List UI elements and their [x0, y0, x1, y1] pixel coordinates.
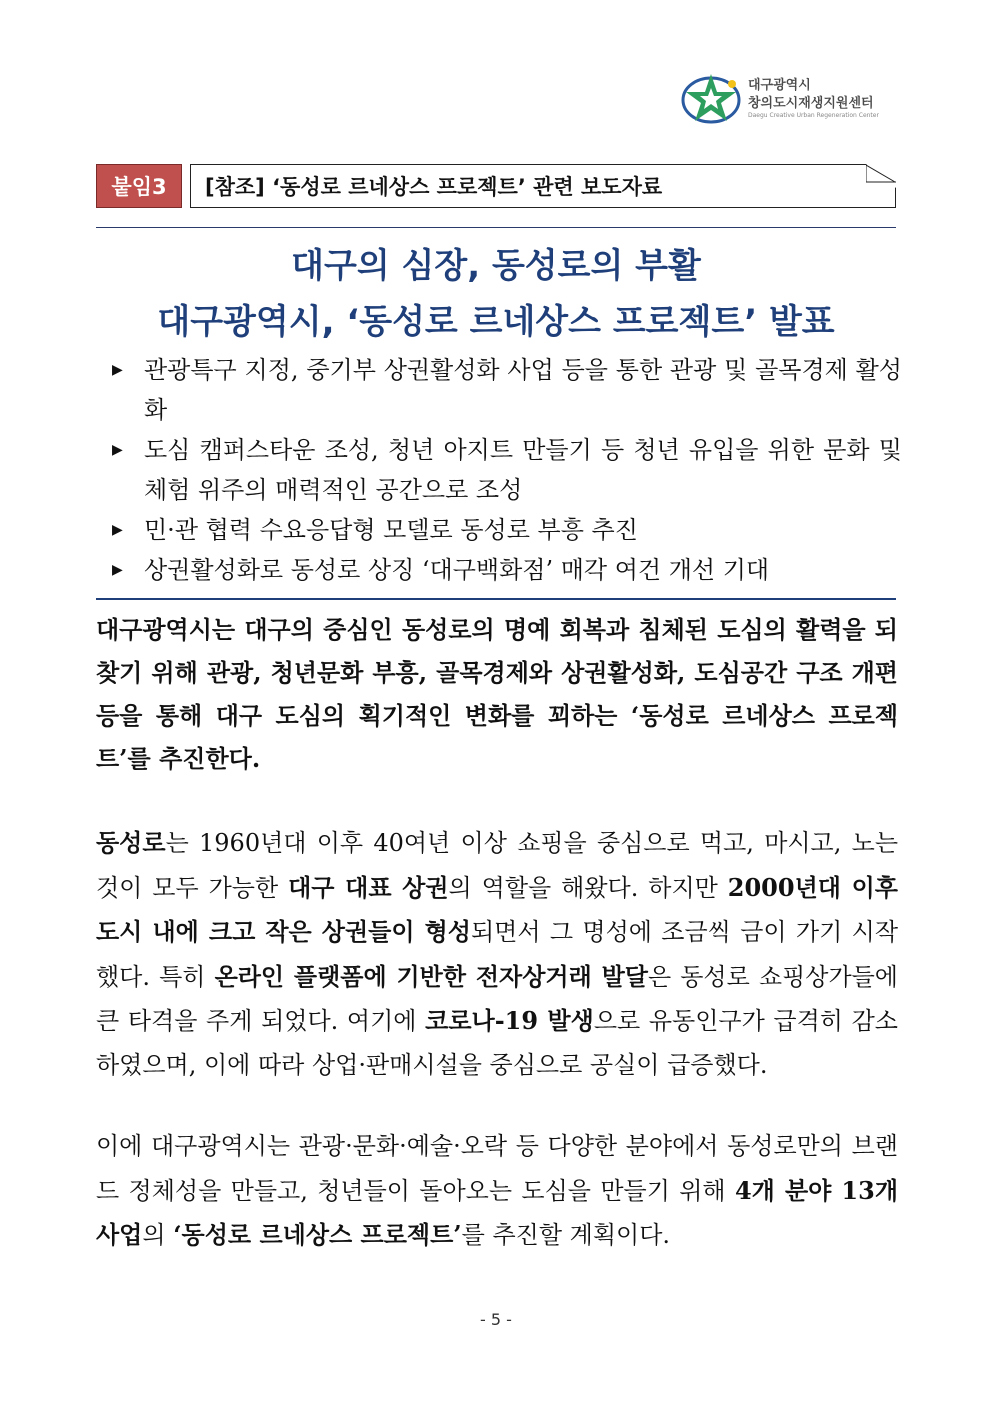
para-run: 의 역할을 해왔다. 하지만 — [448, 873, 728, 902]
folded-corner-icon — [866, 164, 896, 188]
section-divider — [96, 598, 896, 600]
logo-star-icon — [680, 70, 742, 126]
headline-main: 대구의 심장, 동성로의 부활 — [291, 246, 701, 286]
attachment-title: [참조] ‘동성로 르네상스 프로젝트’ 관련 보도자료 — [205, 175, 663, 199]
para-run: 대구 대표 상권 — [288, 872, 449, 902]
bullet-text: 상권활성화로 동성로 상징 ‘대구백화점’ 매각 여건 개선 기대 — [144, 556, 770, 584]
summary-bullet — [112, 550, 902, 590]
para-run: 를 추진할 계획이다. — [461, 1221, 671, 1249]
bullet-text: 도심 캠퍼스타운 조성, 청년 아지트 만들기 등 청년 유입을 위한 문화 및 체험 위주의 매력적인 공간으로 조성 — [144, 436, 902, 504]
para-run: 4개 분야 13개 사업 — [96, 1175, 899, 1249]
bullet-text: 관광특구 지정, 중기부 상권활성화 사업 등을 통한 관광 및 골목경제 활성화 — [144, 356, 902, 424]
bullet-text: 민·관 협력 수요응답형 모델로 동성로 부흥 추진 — [144, 516, 638, 544]
attachment-tag: 붙임3 — [96, 164, 182, 208]
para-run: 2000년대 이후 도시 내에 크고 작은 상권들이 형성 — [96, 872, 898, 946]
para-run: 코로나-19 발생 — [425, 1006, 594, 1035]
page-number: - 5 - — [480, 1310, 512, 1329]
center-logo — [680, 66, 920, 130]
para-run: 은 동성로 쇼핑상가들에 큰 타격을 주게 되었다. 여기에 — [96, 962, 898, 1035]
lead-paragraph: 대구광역시는 대구의 중심인 동성로의 명예 회복과 침체된 도심의 활력을 되찾기 위해 관광, 청년문화 부흥, 골목경제와 상권활성화, 도심공간 구조 개편 등을 통해 대구 도심의 획기적인 변화를 꾀하는 ‘동성로 르네상스 프로젝트’를 추진한다. — [96, 615, 898, 773]
bullet-arrow-icon: ▶ — [112, 562, 123, 578]
para-run: 는 1960년대 이후 40여년 이상 쇼핑을 중심으로 먹고, 마시고, 노는 것이 모두 가능한 — [96, 829, 898, 902]
body-paragraph-history — [96, 821, 898, 1087]
para-run: 되면서 그 명성에 조금씩 금이 가기 시작했다. 특히 — [96, 918, 899, 991]
summary-bullet — [112, 510, 902, 550]
para-run: 의 — [142, 1221, 174, 1249]
bullet-arrow-icon: ▶ — [112, 442, 123, 458]
body-paragraph-plan — [96, 1125, 898, 1258]
headline-sub: 대구광역시, ‘동성로 르네상스 프로젝트’ 발표 — [157, 302, 835, 342]
para-run: 으로 유동인구가 급격히 감소하였으며, 이에 따라 상업·판매시설을 중심으로 공실이 급증했다. — [96, 1007, 898, 1079]
summary-bullets — [112, 350, 902, 590]
logo-line-2: 창의도시재생지원센터 — [748, 96, 874, 111]
logo-line-3: Daegu Creative Urban Regeneration Center — [748, 112, 879, 119]
para-run: ‘동성로 르네상스 프로젝트’ — [173, 1220, 462, 1249]
logo-line-1: 대구광역시 — [748, 78, 811, 93]
bullet-arrow-icon: ▶ — [112, 362, 123, 378]
attachment-title-box — [190, 164, 896, 208]
summary-bullet — [112, 430, 902, 510]
summary-bullet — [112, 350, 902, 430]
para-run: 이에 대구광역시는 관광·문화·예술·오락 등 다양한 분야에서 동성로만의 브랜드 정체성을 만들고, 청년들이 돌아오는 도심을 만들기 위해 — [96, 1132, 898, 1205]
bullet-arrow-icon: ▶ — [112, 522, 123, 538]
para-run: 온라인 플랫폼에 기반한 전자상거래 발달 — [214, 961, 648, 991]
para-run: 동성로 — [96, 828, 166, 857]
header-divider — [96, 227, 896, 228]
